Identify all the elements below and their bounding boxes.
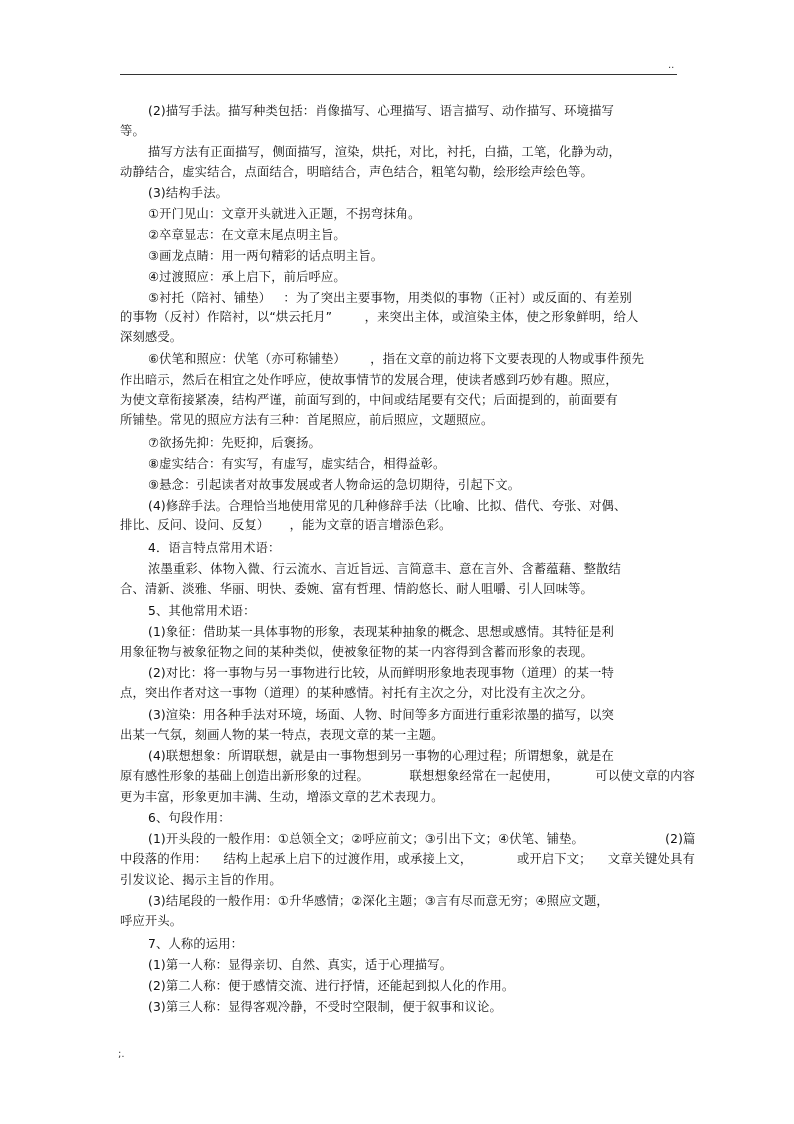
text-line: 作出暗示，然后在相宜之处作呼应，使故事情节的发展合理，使读者感到巧妙有趣。照应， xyxy=(120,373,618,387)
text-line: 为使文章衔接紧凑，结构严谨，前面写到的，中间或结尾要有交代；后面提到的，前面要有 xyxy=(120,393,618,407)
text-line: 中段落的作用： 结构上起承上启下的过渡作用，或承接上文， 或开启下文； 文章关键处具有 xyxy=(120,852,695,866)
text-line: 点，突出作者对这一事物（道理）的某种感情。衬托有主次之分，对比没有主次之分。 xyxy=(120,686,593,700)
text-line: (4)修辞手法。合理恰当地使用常见的几种修辞手法（比喻、比拟、借代、夸张、对偶、 xyxy=(148,499,627,513)
text-line: ④过渡照应：承上启下，前后呼应。 xyxy=(148,270,346,284)
text-line: (2)对比：将一事物与另一事物进行比较，从而鲜明形象地表现事物（道理）的某一特 xyxy=(148,666,614,680)
text-line: 6、句段作用： xyxy=(148,811,231,825)
text-line: 引发议论、揭示主旨的作用。 xyxy=(120,873,282,887)
text-line: 排比、反问、设问、反复） ，能为文章的语言增添色彩。 xyxy=(120,518,452,532)
text-line: 出某一气氛，刻画人物的某一特点，表现文章的某一主题。 xyxy=(120,728,444,742)
text-line: ①开门见山：文章开头就进入正题，不拐弯抹角。 xyxy=(148,207,421,221)
text-line: 等。 xyxy=(120,124,145,138)
text-line: 用象征物与被象征物之间的某种类似，使被象征物的某一内容得到含蓄而形象的表现。 xyxy=(120,645,593,659)
text-line: (3)渲染：用各种手法对环境，场面、人物、时间等多方面进行重彩浓墨的描写，以突 xyxy=(148,708,614,722)
text-line: 7、人称的运用： xyxy=(148,937,244,951)
text-line: ⑧虚实结合：有实写，有虚写，虚实结合，相得益彰。 xyxy=(148,457,446,471)
text-line: (1)第一人称：显得亲切、自然、真实，适于心理描写。 xyxy=(148,958,453,972)
text-line: (2)描写手法。描写种类包括：肖像描写、心理描写、语言描写、动作描写、环境描写 xyxy=(148,104,614,118)
text-line: ③画龙点睛：用一两句精彩的话点明主旨。 xyxy=(148,249,384,263)
text-line: (1)开头段的一般作用：①总领全文；②呼应前文；③引出下文；④伏笔、铺垫。 (2)篇 xyxy=(148,832,696,846)
text-line: ⑥伏笔和照应：伏笔（亦可称铺垫） ，指在文章的前边将下文要表现的人物或事件预先 xyxy=(148,352,645,366)
text-line: ⑨悬念：引起读者对故事发展或者人物命运的急切期待，引起下文。 xyxy=(148,478,521,492)
text-line: (1)象征：借助某一具体事物的形象，表现某种抽象的概念、思想或感情。其特征是利 xyxy=(148,625,614,639)
header-mark: .. xyxy=(668,60,675,71)
text-line: (4)联想想象：所谓联想，就是由一事物想到另一事物的心理过程；所谓想象，就是在 xyxy=(148,749,614,763)
text-line: 的事物（反衬）作陪衬，以“烘云托月” ，来突出主体，或渲染主体，使之形象鲜明，给人 xyxy=(120,310,639,324)
text-line: ⑤衬托（陪衬、铺垫） ：为了突出主要事物，用类似的事物（正衬）或反面的、有差别 xyxy=(148,291,632,305)
text-line: 深刻感受。 xyxy=(120,330,183,344)
text-line: 4．语言特点常用术语： xyxy=(148,541,281,555)
text-line: 浓墨重彩、体物入微、行云流水、言近旨远、言简意丰、意在言外、含蓄蕴藉、整散结 xyxy=(148,562,621,576)
text-line: 合、清新、淡雅、华丽、明快、委婉、富有哲理、情韵悠长、耐人咀嚼、引人回味等。 xyxy=(120,582,593,596)
text-line: (2)第二人称：便于感情交流、进行抒情，还能起到拟人化的作用。 xyxy=(148,979,515,993)
text-line: 5、其他常用术语： xyxy=(148,604,256,618)
text-line: ②卒章显志：在文章末尾点明主旨。 xyxy=(148,228,346,242)
text-line: 原有感性形象的基础上创造出新形象的过程。 联想想象经常在一起使用， 可以使文章的内容 xyxy=(120,769,695,783)
text-line: 更为丰富，形象更加丰满、生动，增添文章的艺术表现力。 xyxy=(120,790,444,804)
text-line: 描写方法有正面描写，侧面描写，渲染，烘托，对比，衬托，白描，工笔，化静为动， xyxy=(148,145,621,159)
header-rule xyxy=(120,74,677,75)
text-line: 动静结合，虚实结合，点面结合，明暗结合，声色结合，粗笔勾勒，绘形绘声绘色等。 xyxy=(120,165,593,179)
text-line: 所铺垫。常见的照应方法有三种：首尾照应，前后照应，文题照应。 xyxy=(120,413,494,427)
text-line: 呼应开头。 xyxy=(120,914,183,928)
footer-mark: ;. xyxy=(118,1049,125,1060)
text-line: (3)结构手法。 xyxy=(148,186,229,200)
text-line: ⑦欲扬先抑：先贬抑，后褒扬。 xyxy=(148,436,321,450)
text-line: (3)结尾段的一般作用：①升华感情；②深化主题；③言有尽而意无穷；④照应文题， xyxy=(148,894,609,908)
text-line: (3)第三人称：显得客观冷静，不受时空限制，便于叙事和议论。 xyxy=(148,1000,502,1014)
